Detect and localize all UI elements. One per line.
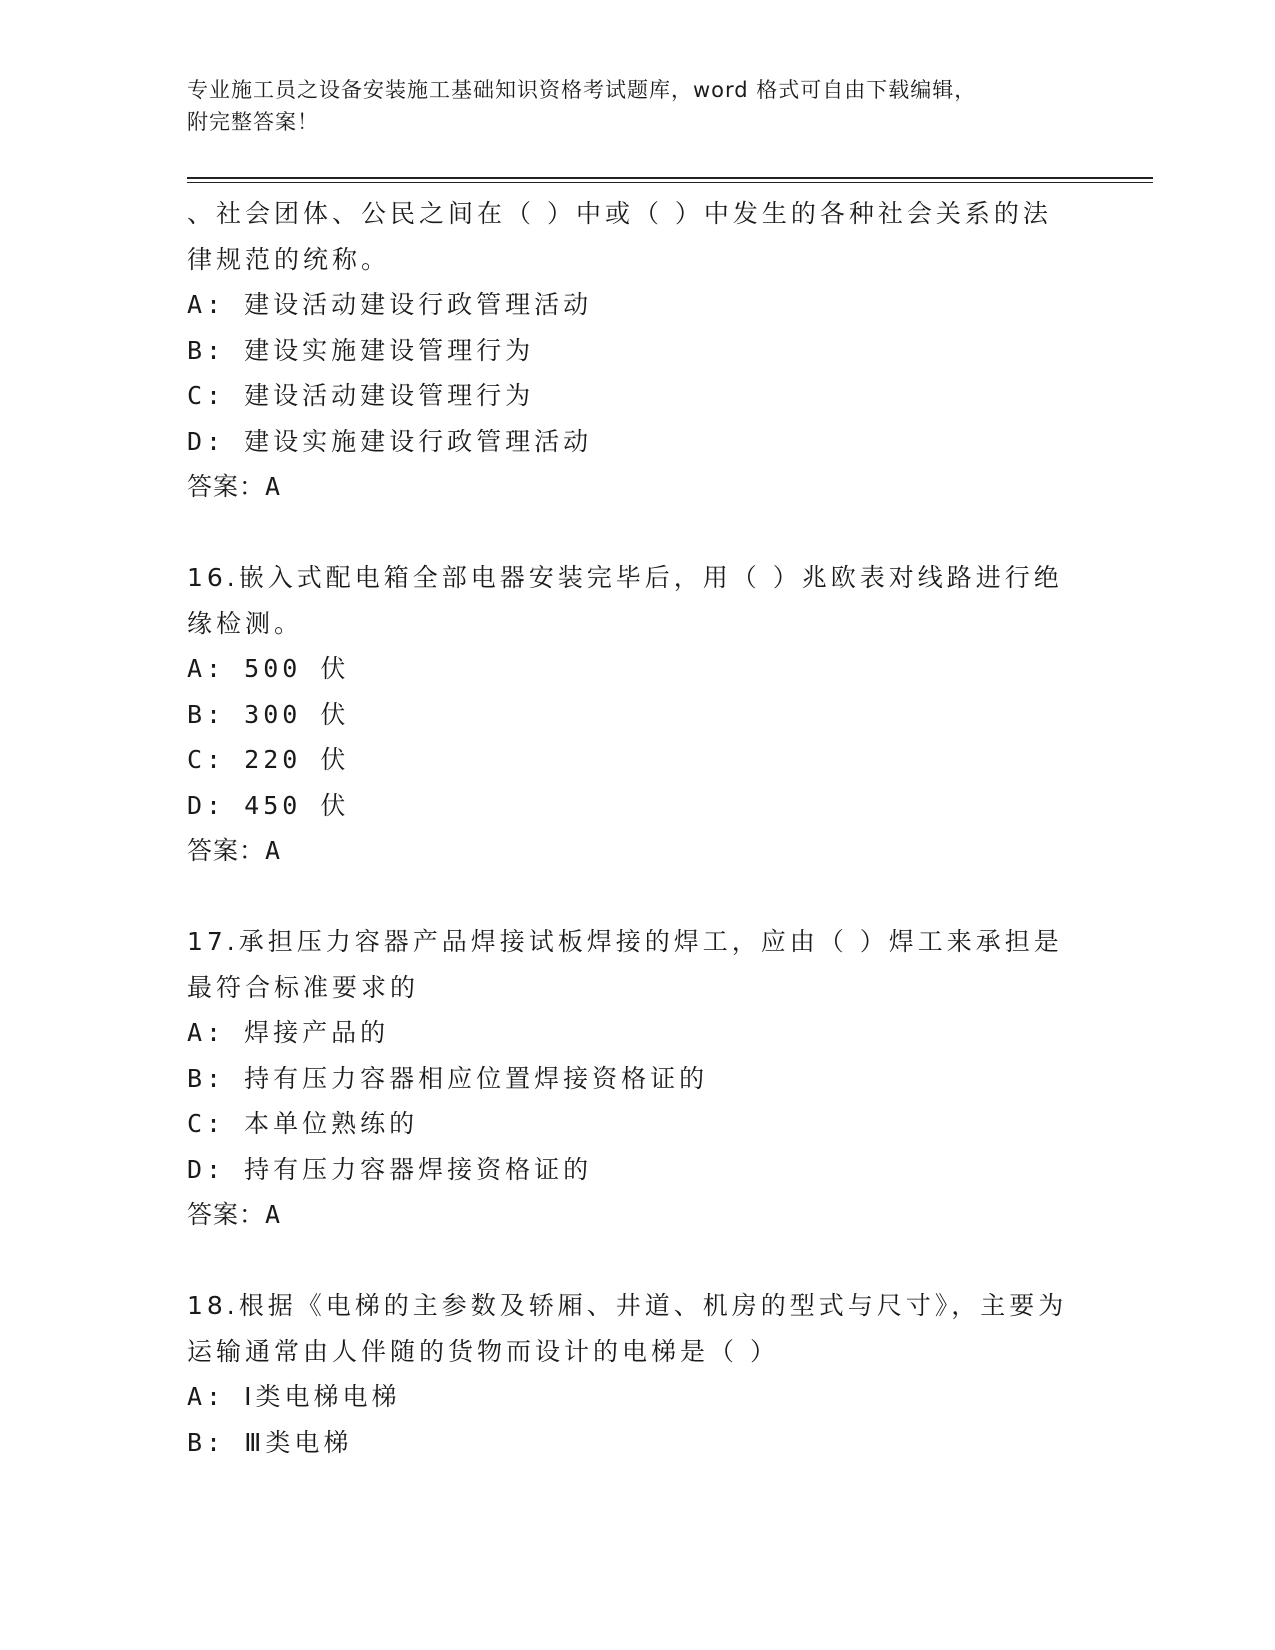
- question-stem-line: 最符合标准要求的: [187, 972, 420, 1002]
- option-a: A: Ⅰ类电梯电梯: [187, 1382, 401, 1411]
- question-list: [187, 191, 1067, 1465]
- question-stem-line: 17.承担压力容器产品焊接试板焊接的焊工，应由（ ）焊工来承担是: [187, 927, 1063, 956]
- question-stem-line: 16.嵌入式配电箱全部电器安装完毕后，用（ ）兆欧表对线路进行绝: [187, 563, 1063, 592]
- document-header: [187, 74, 1087, 138]
- option-c: C: 建设活动建设管理行为: [187, 381, 535, 410]
- question-stem-line: 律规范的统称。: [187, 244, 391, 274]
- question-stem-line: 、社会团体、公民之间在（ ）中或（ ）中发生的各种社会关系的法: [187, 199, 1052, 228]
- option-d: D: 450 伏: [187, 790, 350, 820]
- answer-label: 答案：A: [187, 836, 282, 865]
- option-b: B: 持有压力容器相应位置焊接资格证的: [187, 1063, 709, 1093]
- option-d: D: 持有压力容器焊接资格证的: [187, 1154, 593, 1184]
- question-stem-line: 运输通常由人伴随的货物而设计的电梯是（ ）: [187, 1336, 779, 1366]
- option-b: B: Ⅲ类电梯: [187, 1427, 353, 1457]
- answer-label: 答案：A: [187, 472, 282, 501]
- spacer: [187, 874, 1067, 920]
- question-stem-line: 18.根据《电梯的主参数及轿厢、井道、机房的型式与尺寸》，主要为: [187, 1291, 1068, 1320]
- option-b: B: 建设实施建设管理行为: [187, 335, 535, 365]
- question-stem-line: 缘检测。: [187, 608, 304, 638]
- header-line-2: 附完整答案！: [187, 110, 319, 134]
- question-17: [187, 919, 1067, 1238]
- option-c: C: 本单位熟练的: [187, 1109, 419, 1138]
- option-b: B: 300 伏: [187, 699, 350, 729]
- header-divider-thin: [187, 182, 1153, 183]
- option-a: A: 500 伏: [187, 654, 350, 683]
- question-15: [187, 191, 1067, 510]
- question-18: [187, 1283, 1067, 1465]
- header-divider-thick: [187, 177, 1153, 179]
- question-16: [187, 555, 1067, 874]
- option-d: D: 建设实施建设行政管理活动: [187, 426, 593, 456]
- answer-label: 答案：A: [187, 1200, 282, 1229]
- option-c: C: 220 伏: [187, 745, 350, 774]
- header-line-1: 专业施工员之设备安装施工基础知识资格考试题库，word 格式可自由下载编辑，: [187, 78, 977, 102]
- option-a: A: 建设活动建设行政管理活动: [187, 290, 593, 319]
- spacer: [187, 510, 1067, 556]
- spacer: [187, 1238, 1067, 1284]
- option-a: A: 焊接产品的: [187, 1018, 390, 1047]
